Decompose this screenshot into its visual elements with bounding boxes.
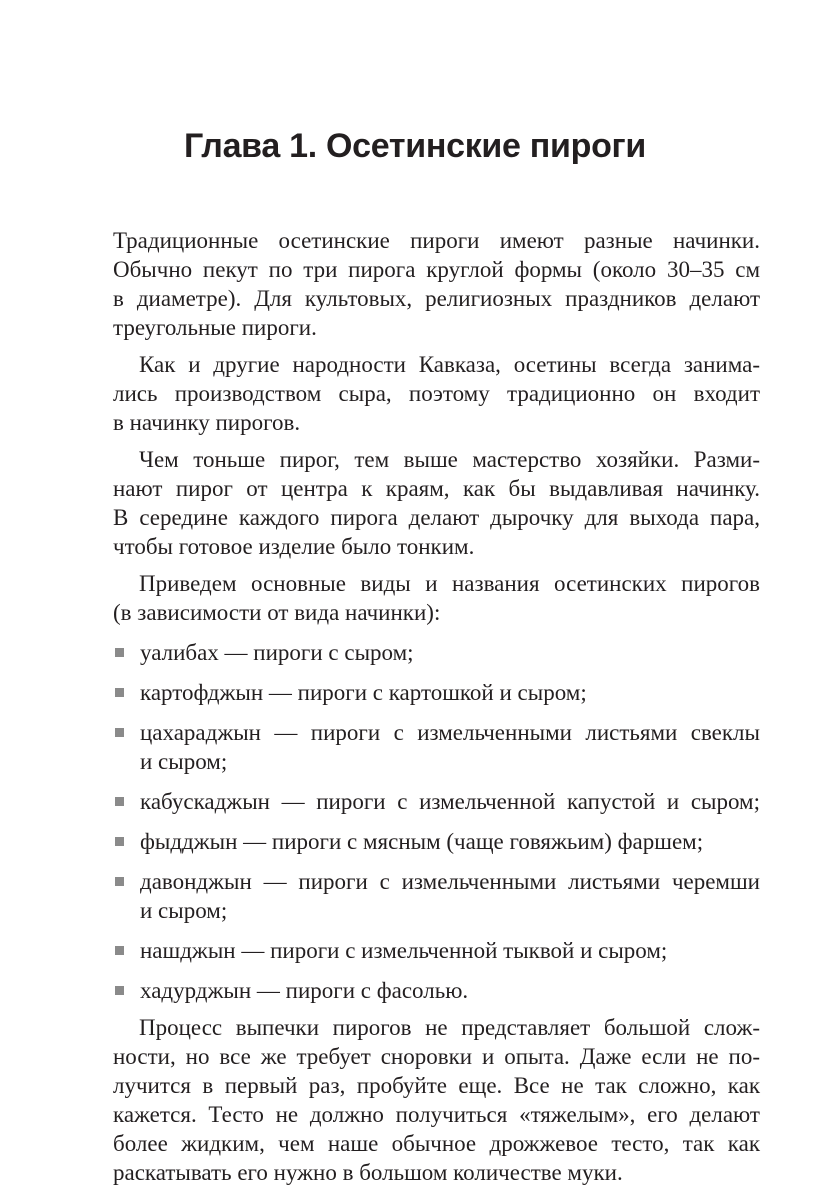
paragraph	[113, 1013, 760, 1187]
square-bullet-icon	[115, 946, 124, 955]
square-bullet-icon	[115, 648, 124, 657]
list-item	[113, 678, 760, 707]
text-line: (в зависимости от вида начинки):	[113, 600, 441, 625]
text-line: лучится в первый раз, пробуйте еще. Все не так сложно, как	[113, 1073, 760, 1098]
square-bullet-icon	[115, 797, 124, 806]
page-body	[113, 226, 760, 1187]
text-line: более жидким, чем наше обычное дрожжевое тесто, так как	[113, 1131, 760, 1156]
text-line: Чем тоньше пирог, тем выше мастерство хозяйки. Разми-	[139, 447, 760, 472]
paragraph	[113, 226, 760, 342]
text-line: в диаметре). Для культовых, религиозных праздников делают	[113, 286, 760, 311]
square-bullet-icon	[115, 728, 124, 737]
text-line: картофджын — пироги с картошкой и сыром;	[140, 680, 587, 705]
text-line: Как и другие народности Кавказа, осетины всегда занима-	[139, 352, 760, 377]
text-line: раскатывать его нужно в большом количестве муки.	[113, 1160, 623, 1185]
text-line: треугольные пироги.	[113, 315, 317, 340]
pie-types-list	[113, 638, 760, 1005]
list-item	[113, 936, 760, 965]
text-line: давонджын — пироги с измельченными листьями черемши	[140, 869, 760, 894]
square-bullet-icon	[115, 837, 124, 846]
text-line: кабускаджын — пироги с измельченной капустой и сыром;	[140, 789, 760, 814]
text-line: нашджын — пироги с измельченной тыквой и сыром;	[140, 938, 668, 963]
list-item	[113, 867, 760, 925]
text-line: Процесс выпечки пирогов не представляет большой слож-	[139, 1015, 760, 1040]
text-line: и сыром;	[140, 749, 228, 774]
text-line: Приведем основные виды и названия осетинских пирогов	[139, 571, 760, 596]
text-line: в начинку пирогов.	[113, 410, 301, 435]
square-bullet-icon	[115, 877, 124, 886]
chapter-title: Глава 1. Осетинские пироги	[183, 126, 647, 165]
list-item	[113, 976, 760, 1005]
text-line: чтобы готовое изделие было тонким.	[113, 534, 475, 559]
square-bullet-icon	[115, 688, 124, 697]
text-line: уалибах — пироги с сыром;	[140, 640, 414, 665]
text-line: кажется. Тесто не должно получиться «тяжелым», его делают	[113, 1102, 760, 1127]
text-line: Традиционные осетинские пироги имеют разные начинки.	[113, 228, 760, 253]
list-item	[113, 638, 760, 667]
text-line: ности, но все же требует сноровки и опыта. Даже если не по-	[113, 1044, 760, 1069]
list-item	[113, 827, 760, 856]
text-line: и сыром;	[140, 898, 228, 923]
text-line: лись производством сыра, поэтому традиционно он входит	[113, 381, 760, 406]
text-line: нают пирог от центра к краям, как бы выдавливая начинку.	[113, 476, 760, 501]
text-line: фыдджын — пироги с мясным (чаще говяжьим) фаршем;	[140, 829, 704, 854]
list-item	[113, 787, 760, 816]
text-line: В середине каждого пирога делают дырочку для выхода пара,	[113, 505, 760, 530]
paragraph	[113, 350, 760, 437]
square-bullet-icon	[115, 986, 124, 995]
text-line: цахараджын — пироги с измельченными листьями свеклы	[140, 720, 760, 745]
text-line: Обычно пекут по три пирога круглой формы (около 30–35 см	[113, 257, 760, 282]
list-item	[113, 718, 760, 776]
paragraph	[113, 569, 760, 627]
paragraph	[113, 445, 760, 561]
text-line: хадурджын — пироги с фасолью.	[140, 978, 469, 1003]
